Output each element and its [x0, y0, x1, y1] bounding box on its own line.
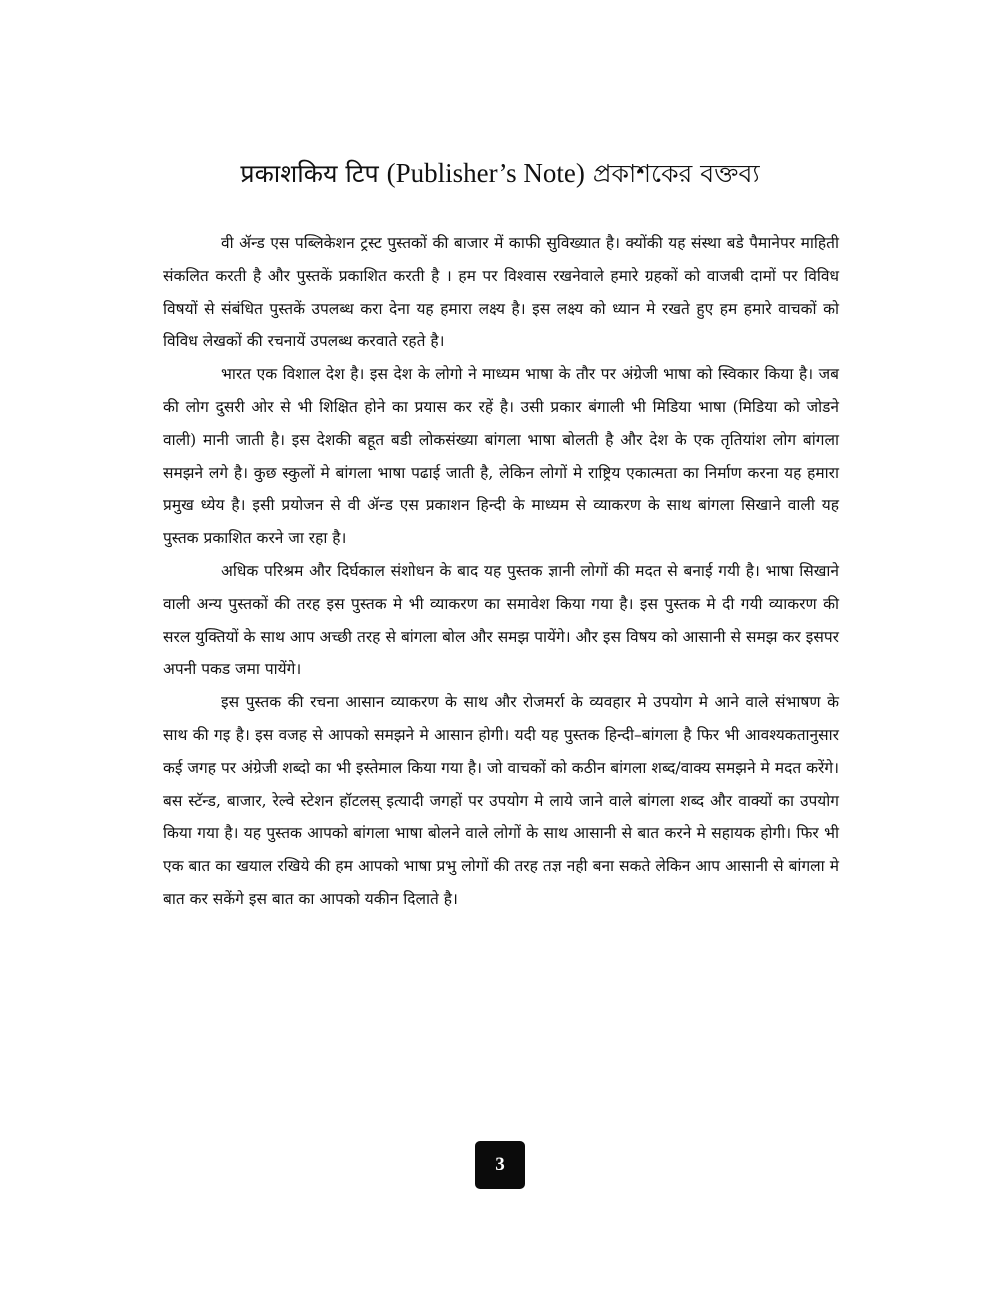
page-title	[120, 155, 880, 192]
title-bengali: প্রকাশকের বক্তব্য	[592, 159, 760, 188]
paragraph-1: वी ॲन्ड एस पब्लिकेशन ट्रस्ट पुस्तकों की बाजार में काफी सुविख्यात है। क्योंकी यह संस्था बडे पैमानेपर माहिती संकलित करती है और पुस्तकें प्रकाशित करती है । हम पर विश्वास रखनेवाले हमारे ग्रहकों को वाजबी दामों पर विविध विषयों से संबंधित पुस्तकें उपलब्ध करा देना यह हमारा लक्ष्य है। इस लक्ष्य को ध्यान मे रखते हुए हम हमारे वाचकों को विविध लेखकों की रचनायें उपलब्ध करवाते रहते है।	[163, 234, 840, 351]
title-hindi: प्रकाशकिय टिप	[240, 159, 379, 188]
body-text	[163, 227, 839, 916]
page-number: 3	[475, 1141, 525, 1189]
paragraph-2: भारत एक विशाल देश है। इस देश के लोगो ने माध्यम भाषा के तौर पर अंग्रेजी भाषा को स्विकार किया है। जब की लोग दुसरी ओर से भी शिक्षित होने का प्रयास कर रहें है। उसी प्रकार बंगाली भी मिडिया भाषा (मिडिया को जोडने वाली) मानी जाती है। इस देशकी बहूत बडी लोकसंख्या बांगला भाषा बोलती है और देश के एक तृतियांश लोग बांगला समझने लगे है। कुछ स्कुलों मे बांगला भाषा पढाई जाती है, लेकिन लोगों मे राष्ट्रिय एकात्मता का निर्माण करना यह हमारा प्रमुख ध्येय है। इसी प्रयोजन से वी ॲन्ड एस प्रकाशन हिन्दी के माध्यम से व्याकरण के साथ बांगला सिखाने वाली यह पुस्तक प्रकाशित करने जा रहा है।	[163, 365, 839, 548]
paragraph-4: इस पुस्तक की रचना आसान व्याकरण के साथ और रोजमर्रा के व्यवहार मे उपयोग मे आने वाले संभाषण के साथ की गइ है। इस वजह से आपको समझने मे आसान होगी। यदी यह पुस्तक हिन्दी–बांगला है फिर भी आवश्यकतानुसार कई जगह पर अंग्रेजी शब्दो का भी इस्तेमाल किया गया है। जो वाचकों को कठीन बांगला शब्द/वाक्य समझने मे मदत करेंगे। बस स्टॅन्ड, बाजार, रेल्वे स्टेशन हॉटलस् इत्यादी जगहों पर उपयोग मे लाये जाने वाले बांगला शब्द और वाक्यों का उपयोग किया गया है। यह पुस्तक आपको बांगला भाषा बोलने वाले लोगों के साथ आसानी से बात करने मे सहायक होगी। फिर भी एक बात का खयाल रखिये की हम आपको भाषा प्रभु लोगों की तरह तज्ञ नही बना सकते लेकिन आप आसानी से बांगला मे बात कर सकेंगे इस बात का आपको यकीन दिलाते है।	[163, 693, 839, 908]
title-english: (Publisher’s Note)	[386, 158, 585, 188]
paragraph-3: अधिक परिश्रम और दिर्घकाल संशोधन के बाद यह पुस्तक ज्ञानी लोगों की मदत से बनाई गयी है। भाषा सिखाने वाली अन्य पुस्तकों की तरह इस पुस्तक मे भी व्याकरण का समावेश किया गया है। इस पुस्तक मे दी गयी व्याकरण की सरल युक्तियों के साथ आप अच्छी तरह से बांगला बोल और समझ पायेंगे। और इस विषय को आसानी से समझ कर इसपर अपनी पकड जमा पायेंगे।	[163, 561, 839, 679]
